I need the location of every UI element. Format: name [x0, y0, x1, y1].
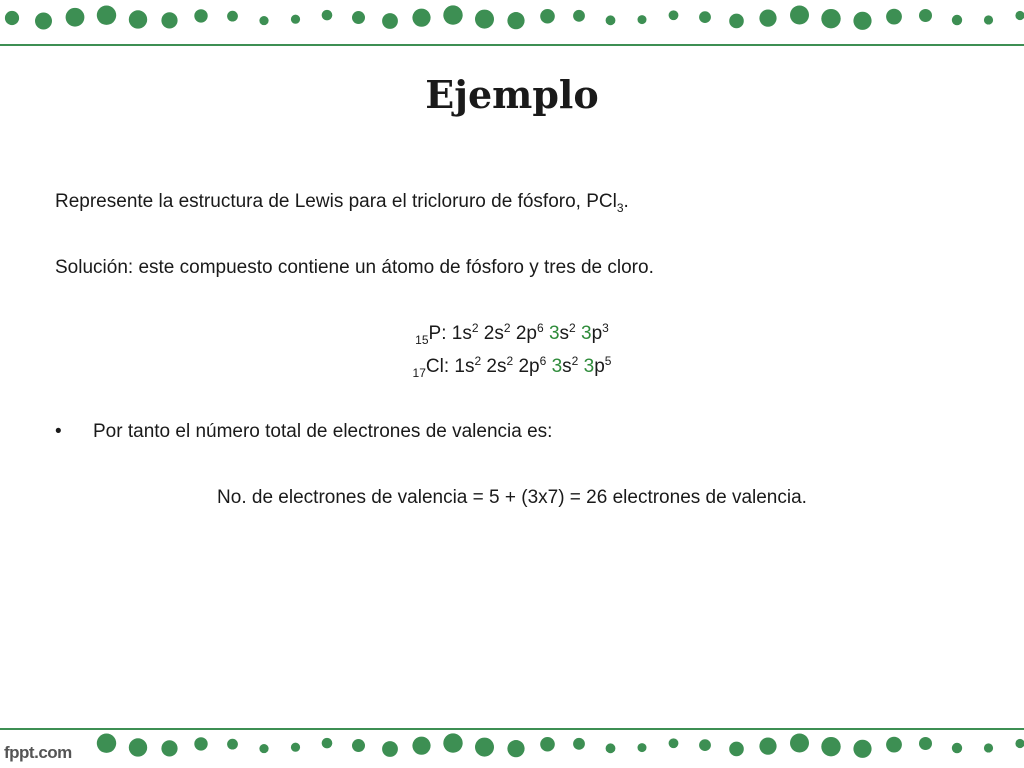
border-dot [412, 9, 430, 27]
border-dot [227, 11, 238, 22]
border-dot [729, 742, 744, 757]
border-dot [669, 738, 679, 748]
orbital: p [594, 356, 605, 377]
border-dot [507, 740, 524, 757]
border-dot [1015, 11, 1024, 20]
electron-count: 2 [503, 321, 511, 335]
border-dot [66, 8, 85, 27]
border-dot [952, 743, 962, 753]
electron-count: 2 [569, 321, 576, 335]
electron-count: 6 [539, 354, 547, 368]
orbital: 2s [481, 356, 507, 377]
valence-shell-number: 3 [548, 323, 560, 344]
border-dot [412, 737, 430, 755]
bottom-dot-border [0, 722, 1024, 768]
orbital: 2p [510, 323, 537, 344]
bullet-item [55, 420, 552, 444]
valence-equation: No. de electrones de valencia = 5 + (3x7) = 26 electrones de valencia. [217, 487, 807, 508]
border-dot [984, 15, 993, 24]
top-dot-border [0, 0, 1024, 46]
valence-shell-number: 3 [581, 323, 592, 344]
border-dot [5, 11, 19, 25]
border-dot [540, 9, 555, 24]
orbital: 1s [454, 356, 475, 377]
border-dot [443, 5, 462, 24]
intro-paragraph [55, 190, 629, 214]
border-dot [382, 741, 398, 757]
atomic-number: 17 [412, 366, 426, 380]
electron-count: 2 [471, 321, 479, 335]
border-dot [35, 12, 52, 29]
border-dot [919, 737, 932, 750]
border-dot [638, 743, 647, 752]
valence-shell-number: 3 [551, 356, 563, 377]
border-dot [638, 15, 647, 24]
border-dot [759, 10, 776, 27]
border-dot [919, 9, 932, 22]
intro-end: . [623, 191, 629, 212]
border-dot [259, 16, 268, 25]
border-dot [606, 743, 616, 753]
atomic-number: 15 [415, 333, 429, 347]
border-dot [382, 13, 398, 29]
valence-shell-number: 3 [583, 356, 595, 377]
border-dot [352, 11, 365, 24]
border-dot [352, 739, 365, 752]
border-dot [821, 737, 840, 756]
border-dot [790, 6, 809, 25]
border-dot [129, 10, 147, 28]
border-dot [259, 744, 268, 753]
orbital: s [562, 356, 572, 377]
electron-count: 6 [536, 321, 544, 335]
electron-count: 2 [474, 354, 482, 368]
border-dot [97, 6, 116, 25]
electron-count: 2 [506, 354, 514, 368]
border-dot [729, 14, 744, 29]
border-dot [291, 15, 300, 24]
border-dot [227, 739, 238, 750]
intro-text: Represente la estructura de Lewis para el tricloruro de fósforo, PCl [55, 191, 617, 212]
border-dot [853, 12, 871, 30]
border-dot [129, 738, 147, 756]
intro-subscript: 3 [616, 201, 624, 215]
border-dot [759, 738, 776, 755]
electron-count: 5 [604, 354, 612, 368]
bottom-dot-pattern [0, 722, 1024, 768]
border-dot [886, 737, 902, 753]
border-dot [475, 738, 494, 757]
border-dot [606, 15, 616, 25]
border-dot [573, 10, 585, 22]
bullet-marker: • [55, 421, 62, 442]
border-dot [886, 9, 902, 25]
chlorine-configuration [0, 355, 1024, 379]
top-dot-pattern [0, 0, 1024, 46]
orbital: s [559, 323, 570, 344]
border-dot [322, 738, 333, 749]
element-symbol: P: [428, 323, 452, 344]
border-dot [669, 10, 679, 20]
solution-paragraph: Solución: este compuesto contiene un átomo de fósforo y tres de cloro. [55, 257, 654, 278]
border-dot [475, 10, 494, 29]
border-dot [952, 15, 962, 25]
electron-count: 3 [602, 321, 609, 335]
border-dot [790, 734, 809, 753]
border-dot [540, 737, 555, 752]
electron-count: 2 [571, 354, 579, 368]
top-border-line [0, 44, 1024, 46]
border-dot [699, 739, 711, 751]
border-dot [573, 738, 585, 750]
border-dot [322, 10, 333, 21]
border-dot [194, 9, 207, 22]
border-dot [161, 12, 177, 28]
border-dot [853, 740, 871, 758]
orbital: 1s [451, 323, 472, 344]
border-dot [1015, 739, 1024, 748]
orbital: 2s [478, 323, 504, 344]
bullet-text: Por tanto el número total de electrones de valencia es: [93, 421, 553, 442]
phosphorus-configuration [0, 322, 1024, 346]
border-dot [443, 733, 462, 752]
border-dot [821, 9, 840, 28]
element-symbol: Cl: [425, 356, 455, 377]
orbital: p [591, 323, 603, 344]
border-dot [194, 737, 207, 750]
orbital: 2p [513, 356, 540, 377]
slide-title: Ejemplo [425, 72, 599, 117]
border-dot [97, 734, 116, 753]
border-dot [699, 11, 711, 23]
border-dot [507, 12, 524, 29]
fppt-logo: fppt.com [4, 743, 72, 762]
border-dot [161, 740, 177, 756]
border-dot [291, 743, 300, 752]
border-dot [984, 743, 993, 752]
